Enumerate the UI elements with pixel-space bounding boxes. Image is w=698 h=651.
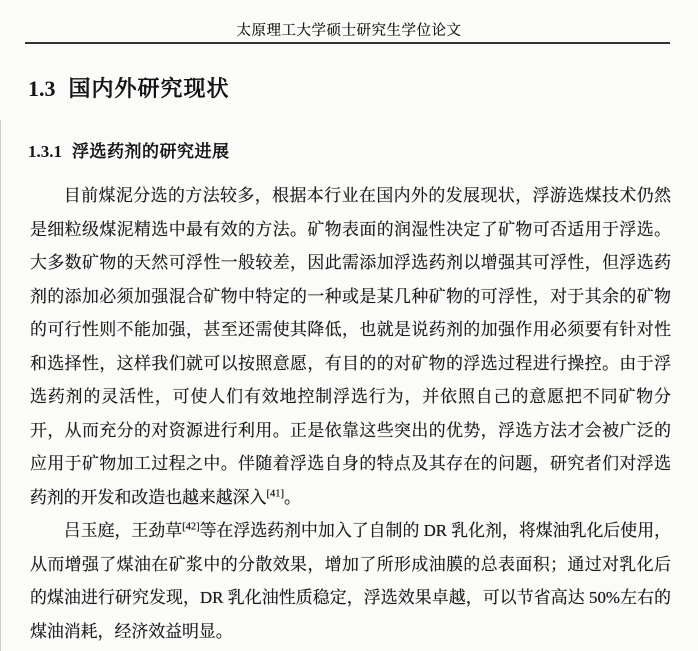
paragraph-2 [30,514,671,648]
paragraph-2-tail: 等在浮选药剂中加入了自制的 DR 乳化剂，将煤油乳化后使用，从而增强了煤油在矿浆中的分散效果，增加了所形成油膜的总表面积；通过对乳化后的煤油进行研究发现，DR 乳化油性质稳定，浮选效果卓越，可以节省高达 50%左右的煤油消耗，经济效益明显。 [30,521,671,641]
paragraph-1-tail: 。 [283,487,301,507]
section-heading [28,72,230,103]
subsection-number: 1.3.1 [28,142,62,161]
subsection-title: 浮选药剂的研究进展 [72,142,230,161]
citation-ref-42: [42] [182,521,200,533]
paragraph-1-text: 目前煤泥分选的方法较多，根据本行业在国内外的发展现状，浮游选煤技术仍然是细粒级煤泥精选中最有效的方法。矿物表面的润湿性决定了矿物可否适用于浮选。大多数矿物的天然可浮性一般较差，因此需添加浮选药剂以增强其可浮性，但浮选药剂的添加必须加强混合矿物中特定的一种或是某几种矿物的可浮性，对于其余的矿物的可行性则不能加强，甚至还需使其降低，也就是说药剂的加强作用必须要有针对性和选择性，这样我们就可以按照意愿，有目的的对矿物的浮选过程进行操控。由于浮选药剂的灵活性，可使人们有效地控制浮选行为，并依照自己的意愿把不同矿物分开，从而充分的对资源进行利用。正是依靠这些突出的优势，浮选方法才会被广泛的应用于矿物加工过程之中。伴随着浮选自身的特点及其存在的问题，研究者们对浮选药剂的开发和改造也越来越深入 [30,186,671,507]
section-number: 1.3 [28,76,56,101]
running-header: 太原理工大学硕士研究生学位论文 [236,23,462,39]
paragraph-2-text: 吕玉庭，王劲草 [63,521,183,540]
body-text [30,179,671,648]
subsection-heading [28,137,230,162]
citation-ref-41: [41] [266,487,284,499]
scan-edge-artifact [0,120,1,651]
section-title: 国内外研究现状 [68,76,230,101]
header-rule [25,42,670,44]
paragraph-1 [30,179,671,514]
